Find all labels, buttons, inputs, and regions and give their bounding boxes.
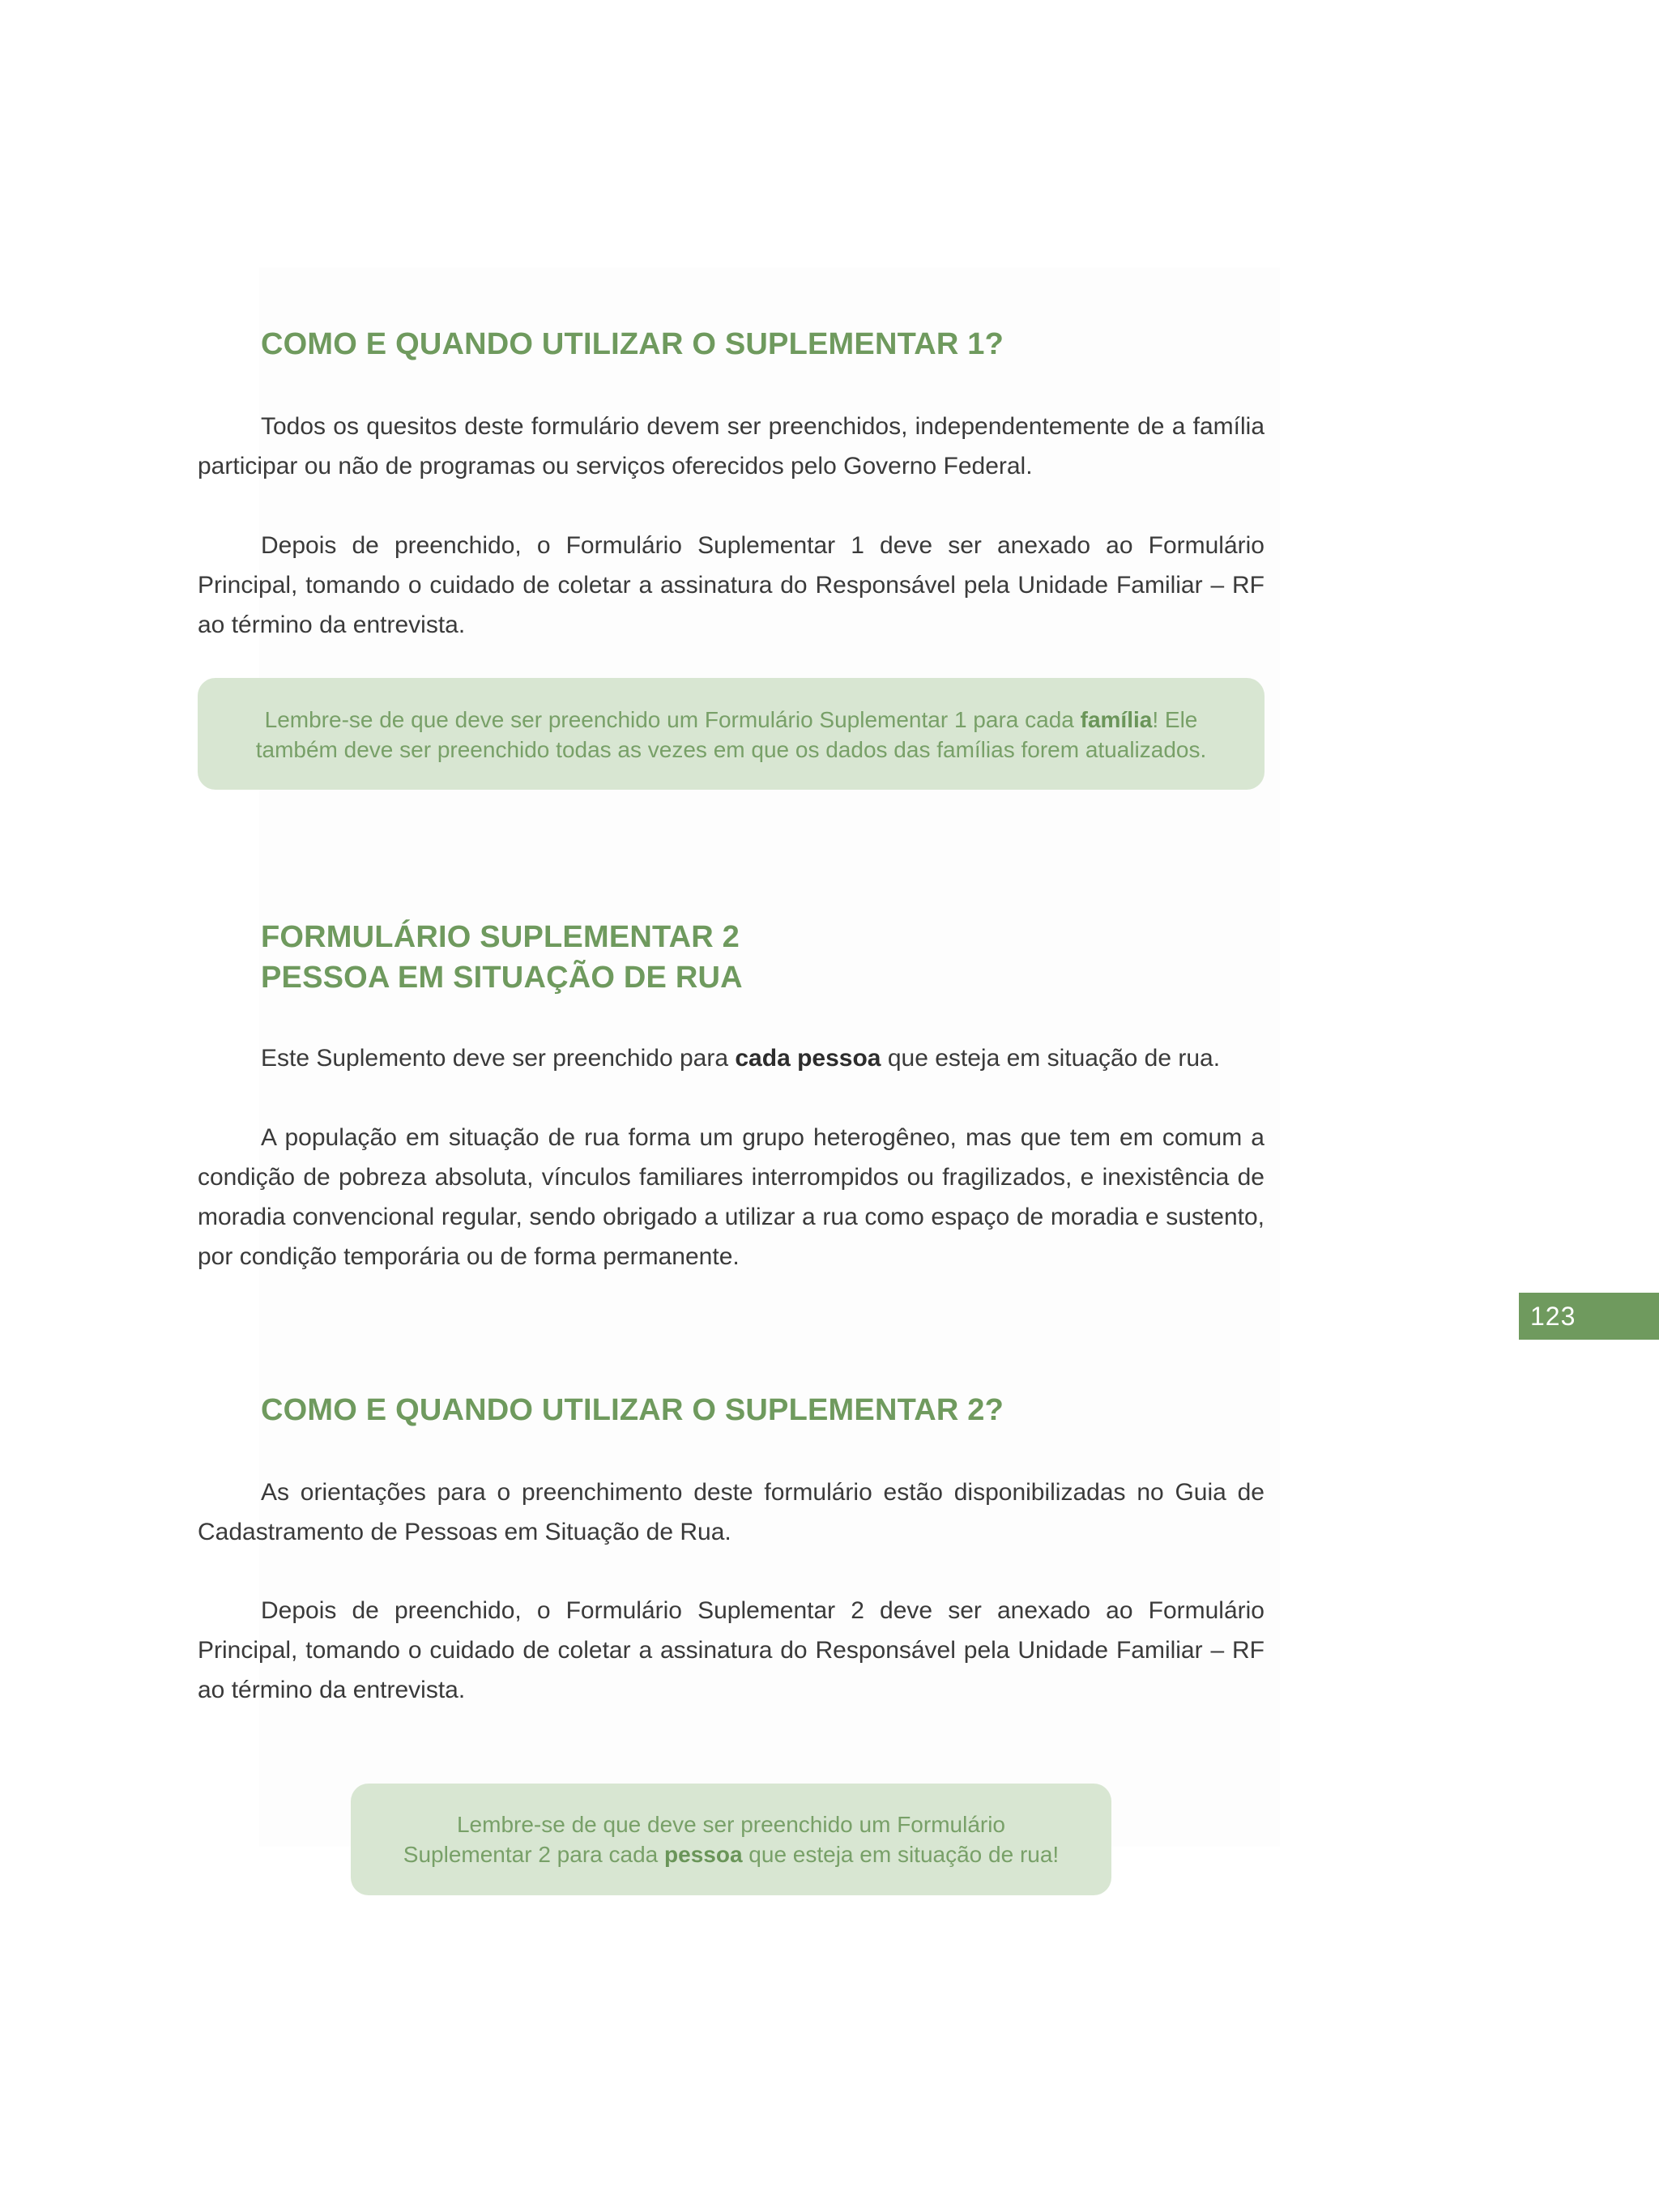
section2-heading-line1: FORMULÁRIO SUPLEMENTAR 2 (261, 920, 740, 954)
section2-paragraph-2: A população em situação de rua forma um grupo heterogêneo, mas que tem em comum a condição de pobreza absoluta, vínculos familiares interrompidos ou fragilizados, e inexistência de moradia convencional regular, sendo obrigado a utilizar a rua como espaço de moradia e sustento, por condição temporária ou de forma permanente. (198, 1124, 1265, 1270)
section2-heading-line2: PESSOA EM SITUAÇÃO DE RUA (261, 961, 743, 995)
callout-text-after: que esteja em situação de rua! (742, 1842, 1060, 1867)
section3-reminder-callout (351, 1784, 1111, 1895)
section2-heading (261, 917, 743, 998)
callout-text-after: ! Ele também deve ser preenchido todas as vezes em que os dados das famílias forem atualizados. (255, 707, 1207, 762)
section1-paragraph-1: Todos os quesitos deste formulário devem ser preenchidos, independentemente de a família participar ou não de programas ou serviços oferecidos pelo Governo Federal. (198, 413, 1265, 479)
para-text-before: Este Suplemento deve ser preenchido para (261, 1045, 736, 1072)
page-number-tab: 123 (1519, 1293, 1659, 1340)
callout-emphasis: pessoa (664, 1842, 743, 1867)
callout-text-before: Lembre-se de que deve ser preenchido um Formulário Suplementar 1 para cada (264, 707, 1081, 732)
para-emphasis: cada pessoa (735, 1045, 881, 1072)
section1-heading: COMO E QUANDO UTILIZAR O SUPLEMENTAR 1? (261, 327, 1004, 361)
section3-heading: COMO E QUANDO UTILIZAR O SUPLEMENTAR 2? (261, 1393, 1004, 1427)
section2-paragraph-1 (198, 1038, 1265, 1078)
section3-paragraph-2: Depois de preenchido, o Formulário Suplementar 2 deve ser anexado ao Formulário Principal, tomando o cuidado de coletar a assinatura do Responsável pela Unidade Familiar – RF ao término da entrevista. (198, 1597, 1265, 1703)
section3-paragraph-1: As orientações para o preenchimento deste formulário estão disponibilizadas no Guia de Cadastramento de Pessoas em Situação de Rua. (198, 1479, 1265, 1545)
section1-reminder-callout (198, 678, 1265, 790)
para-text-after: que esteja em situação de rua. (881, 1045, 1221, 1072)
section1-paragraph-2: Depois de preenchido, o Formulário Suplementar 1 deve ser anexado ao Formulário Principal, tomando o cuidado de coletar a assinatura do Responsável pela Unidade Familiar – RF ao término da entrevista. (198, 532, 1265, 638)
callout-text-before: Lembre-se de que deve ser preenchido um Formulário Suplementar 2 para cada (403, 1812, 1006, 1867)
callout-emphasis: família (1080, 707, 1153, 732)
